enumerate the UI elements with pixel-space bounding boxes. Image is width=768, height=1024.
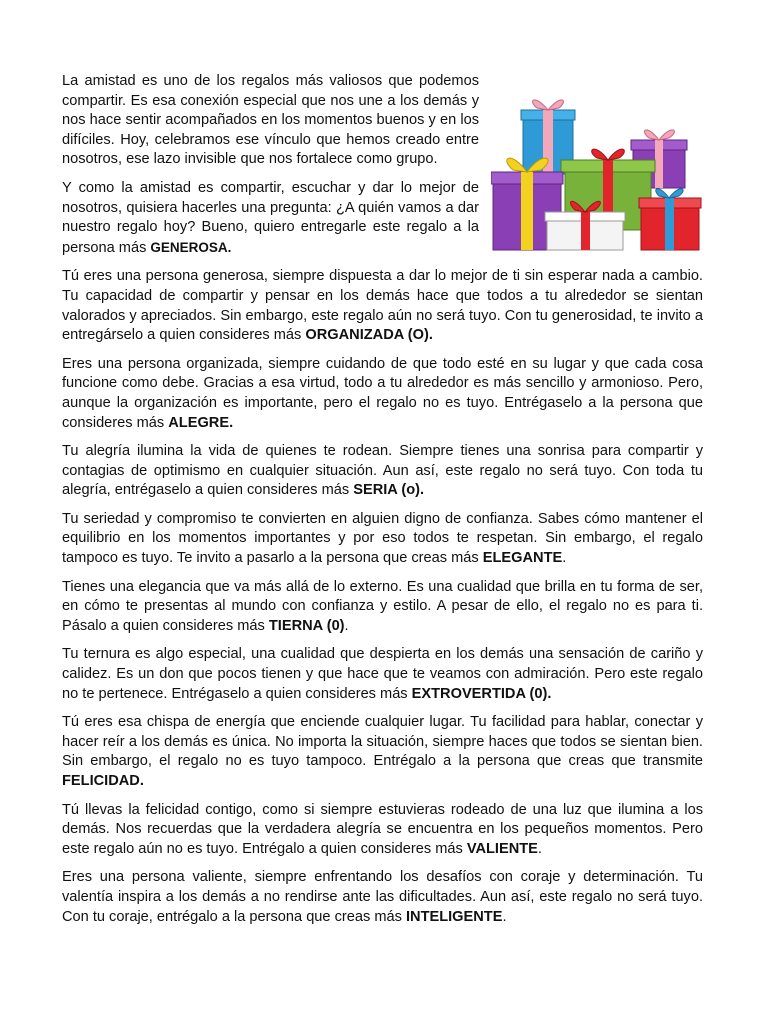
paragraph-end: . [562,550,567,567]
document-body [62,72,703,936]
paragraph-6 [62,510,703,569]
trait-keyword: FELICIDAD. [62,773,144,789]
trait-keyword: VALIENTE [466,840,538,857]
trait-keyword: TIERNA (0) [268,617,345,634]
paragraph-5 [62,442,703,501]
paragraph-text: Tú llevas la felicidad contigo, como si siempre estuvieras rodeado de una luz que ilumina a los demás. Nos recuerdas que la verdadera alegría se encuentra en los pequeños momentos. Pero este regalo aún no es tuyo. Entrégalo a quien consideres más [62,801,703,857]
trait-keyword: ORGANIZADA (O). [305,327,433,344]
paragraph-text: Tu seriedad y compromiso te convierten en alguien digno de confianza. Sabes cómo mantener el equilibrio en los momentos importantes y por eso todos te respetan. Sin embargo, el regalo tampoco es tuyo. Te invito a pasarlo a la persona que creas más [62,510,703,567]
paragraph-text: Tienes una elegancia que va más allá de lo externo. Es una cualidad que brilla en tu forma de ser, en cómo te presentas al mundo con confianza y estilo. A pesar de ello, el regalo no es para ti. Pásalo a quien consideres más [62,578,703,634]
paragraph-text: Tu ternura es algo especial, una cualidad que despierta en los demás una sensación de cariño y calidez. Es un don que pocos tienen y que hace que te veamos con admiración. Pero este regalo no te pertenece. Entrégaselo a quien consideres más [62,646,703,702]
paragraph-10 [62,801,703,860]
trait-keyword: EXTROVERTIDA (0). [411,685,552,702]
paragraph-text: Eres una persona valiente, siempre enfrentando los desafíos con coraje y determinación. Tu valentía inspira a los demás a no rendirse ante las dificultades. Aun así, este regalo no será tuyo. Con tu coraje, entrégalo a la persona que creas más [62,869,703,925]
paragraph-end: . [502,908,507,925]
paragraph-8 [62,645,703,704]
paragraph-9 [62,713,703,791]
paragraph-text: Tú eres esa chispa de energía que enciende cualquier lugar. Tu facilidad para hablar, conectar y hacer reír a los demás es única. No importa la situación, siempre haces que todos se sientan bien. Sin embargo, el regalo no es tuyo tampoco. Entrégalo a la persona que creas que transmite [62,714,703,770]
paragraph-4 [62,355,703,433]
paragraph-text: Tú eres una persona generosa, siempre dispuesta a dar lo mejor de ti sin esperar nada a cambio. Tu capacidad de compartir y pensar en los demás hace que todos a tu alrededor se sientan valorados y apreciados. Sin embargo, este regalo aún no será tuyo. Con tu generosidad, te invito a entregárselo a quien consideres más [62,268,703,344]
paragraph-text: Tu alegría ilumina la vida de quienes te rodean. Siempre tienes una sonrisa para compartir y contagias de optimismo en cualquier situación. Aun así, este regalo no será tuyo. Con toda tu alegría, entrégaselo a quien consideres más [62,443,703,499]
paragraph-text: Eres una persona organizada, siempre cuidando de que todo esté en su lugar y que cada cosa funcione como debe. Gracias a esa virtud, todo a tu alrededor es más sencillo y armonioso. Pero, aunque la organización es importante, pero el regalo no es tuyo. Entrégaselo a la persona que consideres más [62,355,703,431]
gift-boxes-image [491,80,703,252]
trait-keyword: GENEROSA. [150,239,232,255]
trait-keyword: INTELIGENTE [405,908,503,925]
trait-keyword: SERIA (o). [353,482,425,499]
paragraph-11 [62,868,703,927]
paragraph-end: . [537,840,542,857]
paragraph-3 [62,267,703,345]
trait-keyword: ELEGANTE [482,550,563,567]
paragraph-text: La amistad es uno de los regalos más valiosos que podemos compartir. Es esa conexión especial que nos une a los demás y nos hace sentir acompañados en los momentos buenos y en los difíciles. Hoy, celebramos ese vínculo que hemos creado entre nosotros, ese lazo invisible que nos fortalece como grupo. [62,73,479,168]
trait-keyword: ALEGRE. [168,414,234,431]
paragraph-end: . [344,617,349,634]
paragraph-7 [62,578,703,637]
paragraph-text: Y como la amistad es compartir, escuchar y dar lo mejor de nosotros, quisiera hacerles una pregunta: ¿A quién vamos a dar nuestro regalo hoy? Bueno, quiero entregarle este regalo a la persona más [62,179,479,256]
